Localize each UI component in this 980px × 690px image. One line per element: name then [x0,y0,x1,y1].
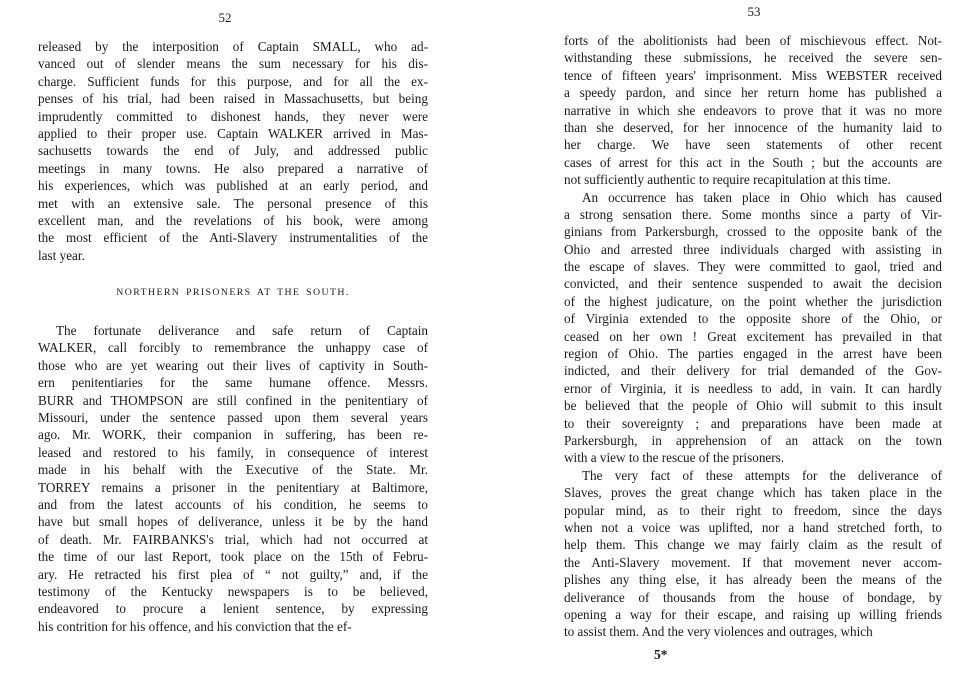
right-paragraph-2 [564,189,942,467]
text-line: a speedy pardon, and since her return home has published a [564,85,942,101]
text-line: help them. This change we may fairly claim as the result of [564,537,942,553]
right-paragraph-3 [564,467,942,641]
text-line: his experiences, which was published at an early period, and [38,178,428,194]
text-line: of death. Mr. FAIRBANKS's trial, which had not occurred at [38,531,428,547]
text-line: ernor of Virginia, it is needless to add, in vain. It can hardly [564,380,942,396]
right-paragraph-1 [564,32,942,189]
text-line: ginians from Parkersburgh, crossed to the opposite bank of the [564,224,942,240]
text-line: to their sovereignty ; and preparations have been made at [564,415,942,431]
signature-mark: 5* [654,647,668,662]
text-line: endeavored to procure a lenient sentence, by expressing [38,601,428,617]
text-line: ary. He retracted his first plea of “ not guilty,” and, if the [38,566,428,582]
text-line: forts of the abolitionists had been of mischievous effect. Not- [564,33,942,48]
text-line: convicted, and their sentence suspended to await the decision [564,276,942,292]
left-paragraph-2 [38,322,428,635]
text-line: Slaves, proves the great change which has taken place in the [564,485,942,501]
text-line: vanced out of slender means the sum necessary for his dis- [38,56,428,72]
text-line: of Virginia extended to the opposite shore of the Ohio, or [564,311,942,327]
text-line: of the highest judicature, on the point whether the jurisdiction [564,293,942,309]
text-line: imprudently committed to dishonest hands, they never were [38,108,428,124]
text-line: ceased on her own ! Great excitement has prevailed in that [564,328,942,344]
text-line: meetings in many towns. He also prepared a narrative of [38,160,428,176]
text-line: her charge. We have seen statements of other recent [564,137,942,153]
text-line: plishes any thing else, it has already been the means of the [564,572,942,588]
text-line: The very fact of these attempts for the deliverance of [582,467,942,483]
text-line: opening a way for their escape, and raising up willing friends [564,606,942,622]
text-line: BURR and THOMPSON are still confined in the penitentiary of [38,392,428,408]
right-page [490,0,980,690]
text-line: cases of arrest for this act in the South ; but the accounts are [564,154,942,170]
section-heading: NORTHERN PRISONERS AT THE SOUTH. [116,287,350,299]
text-line: the escape of slaves. They were committed to gaol, tried and [564,259,942,275]
text-line: leased and restored to his family, in consequence of interest [38,444,428,460]
text-line: TORREY remains a prisoner in the penitentiary at Baltimore, [38,479,428,495]
text-line: testimony of the Kentucky newspapers is to be believed, [38,583,428,599]
text-line: to assist them. And the very violences and outrages, which [564,624,873,640]
text-line: WALKER, call forcibly to remembrance the unhappy case of [38,340,428,356]
text-line: tence of fifteen years' imprisonment. Miss WEBSTER received [564,67,942,83]
text-line: the most efficient of the Anti-Slavery instrumentalities of the [38,230,428,246]
left-paragraph-1 [38,38,428,264]
text-line: Ohio and arrested three individuals charged with assisting in [564,241,942,257]
text-line: sachusetts towards the end of July, and addressed public [38,143,428,159]
right-page-number: 53 [747,4,761,19]
text-line: charge. Sufficient funds for this purpose, and for all the ex- [38,73,428,89]
text-line: met with an extensive sale. The personal presence of this [38,195,428,211]
text-line: An occurrence has taken place in Ohio which has caused [582,189,942,205]
text-line: popular mind, as to their right to freedom, since the days [564,502,942,518]
text-line: Parkersburgh, in apprehension of an attack on the town [564,432,942,448]
text-line: released by the interposition of Captain SMALL, who ad- [38,39,428,54]
text-line: indicted, and their delivery for trial demanded of the Gov- [564,363,942,379]
text-line: the Anti-Slavery movement. If that movement never accom- [564,554,942,570]
text-line: when not a voice was uplifted, nor a hand stretched forth, to [564,519,942,535]
left-page-number: 52 [218,10,232,25]
text-line: penses of his trial, had been raised in Massachusetts, but being [38,91,428,107]
text-line: and from the latest accounts of his condition, he seems to [38,496,428,512]
text-line: The fortunate deliverance and safe return of Captain [56,323,428,339]
text-line: the time of our last Report, took place on the 15th of Febru- [38,549,428,565]
text-line: with a view to the rescue of the prisoners. [564,450,785,466]
text-line: ern penitentiaries for the same humane offence. Messrs. [38,375,428,391]
text-line: excellent man, and the revelations of his book, were among [38,212,428,228]
text-line: those who are yet wearing out their lives of captivity in South- [38,357,428,373]
text-line: withstanding these submissions, he received the severe sen- [564,50,942,66]
text-line: narrative in which she endeavors to prove that it was no more [564,102,942,118]
text-line: a strong sensation there. Some months since a party of Vir- [564,206,942,222]
text-line: applied to their proper use. Captain WALKER arrived in Mas- [38,125,428,141]
text-line: than she deserved, for her innocence of the humanity laid to [564,119,942,135]
text-line: region of Ohio. The parties engaged in the arrest have been [564,346,942,362]
right-text-column [564,32,942,641]
left-text-column [38,38,428,635]
text-line: not sufficiently authentic to require recapitulation at this time. [564,172,891,188]
text-line: have but small hopes of deliverance, unless it be by the hand [38,514,428,530]
text-line: last year. [38,247,85,263]
text-line: be believed that the people of Ohio will submit to this insult [564,398,942,414]
text-line: deliverance of thousands from the house of bondage, by [564,589,942,605]
text-line: Missouri, under the sentence passed upon them several years [38,410,428,426]
text-line: ago. Mr. WORK, their companion in suffering, has been re- [38,427,428,443]
text-line: his contrition for his offence, and his conviction that the ef- [38,618,352,634]
text-line: made in his behalf with the Executive of the State. Mr. [38,462,428,478]
